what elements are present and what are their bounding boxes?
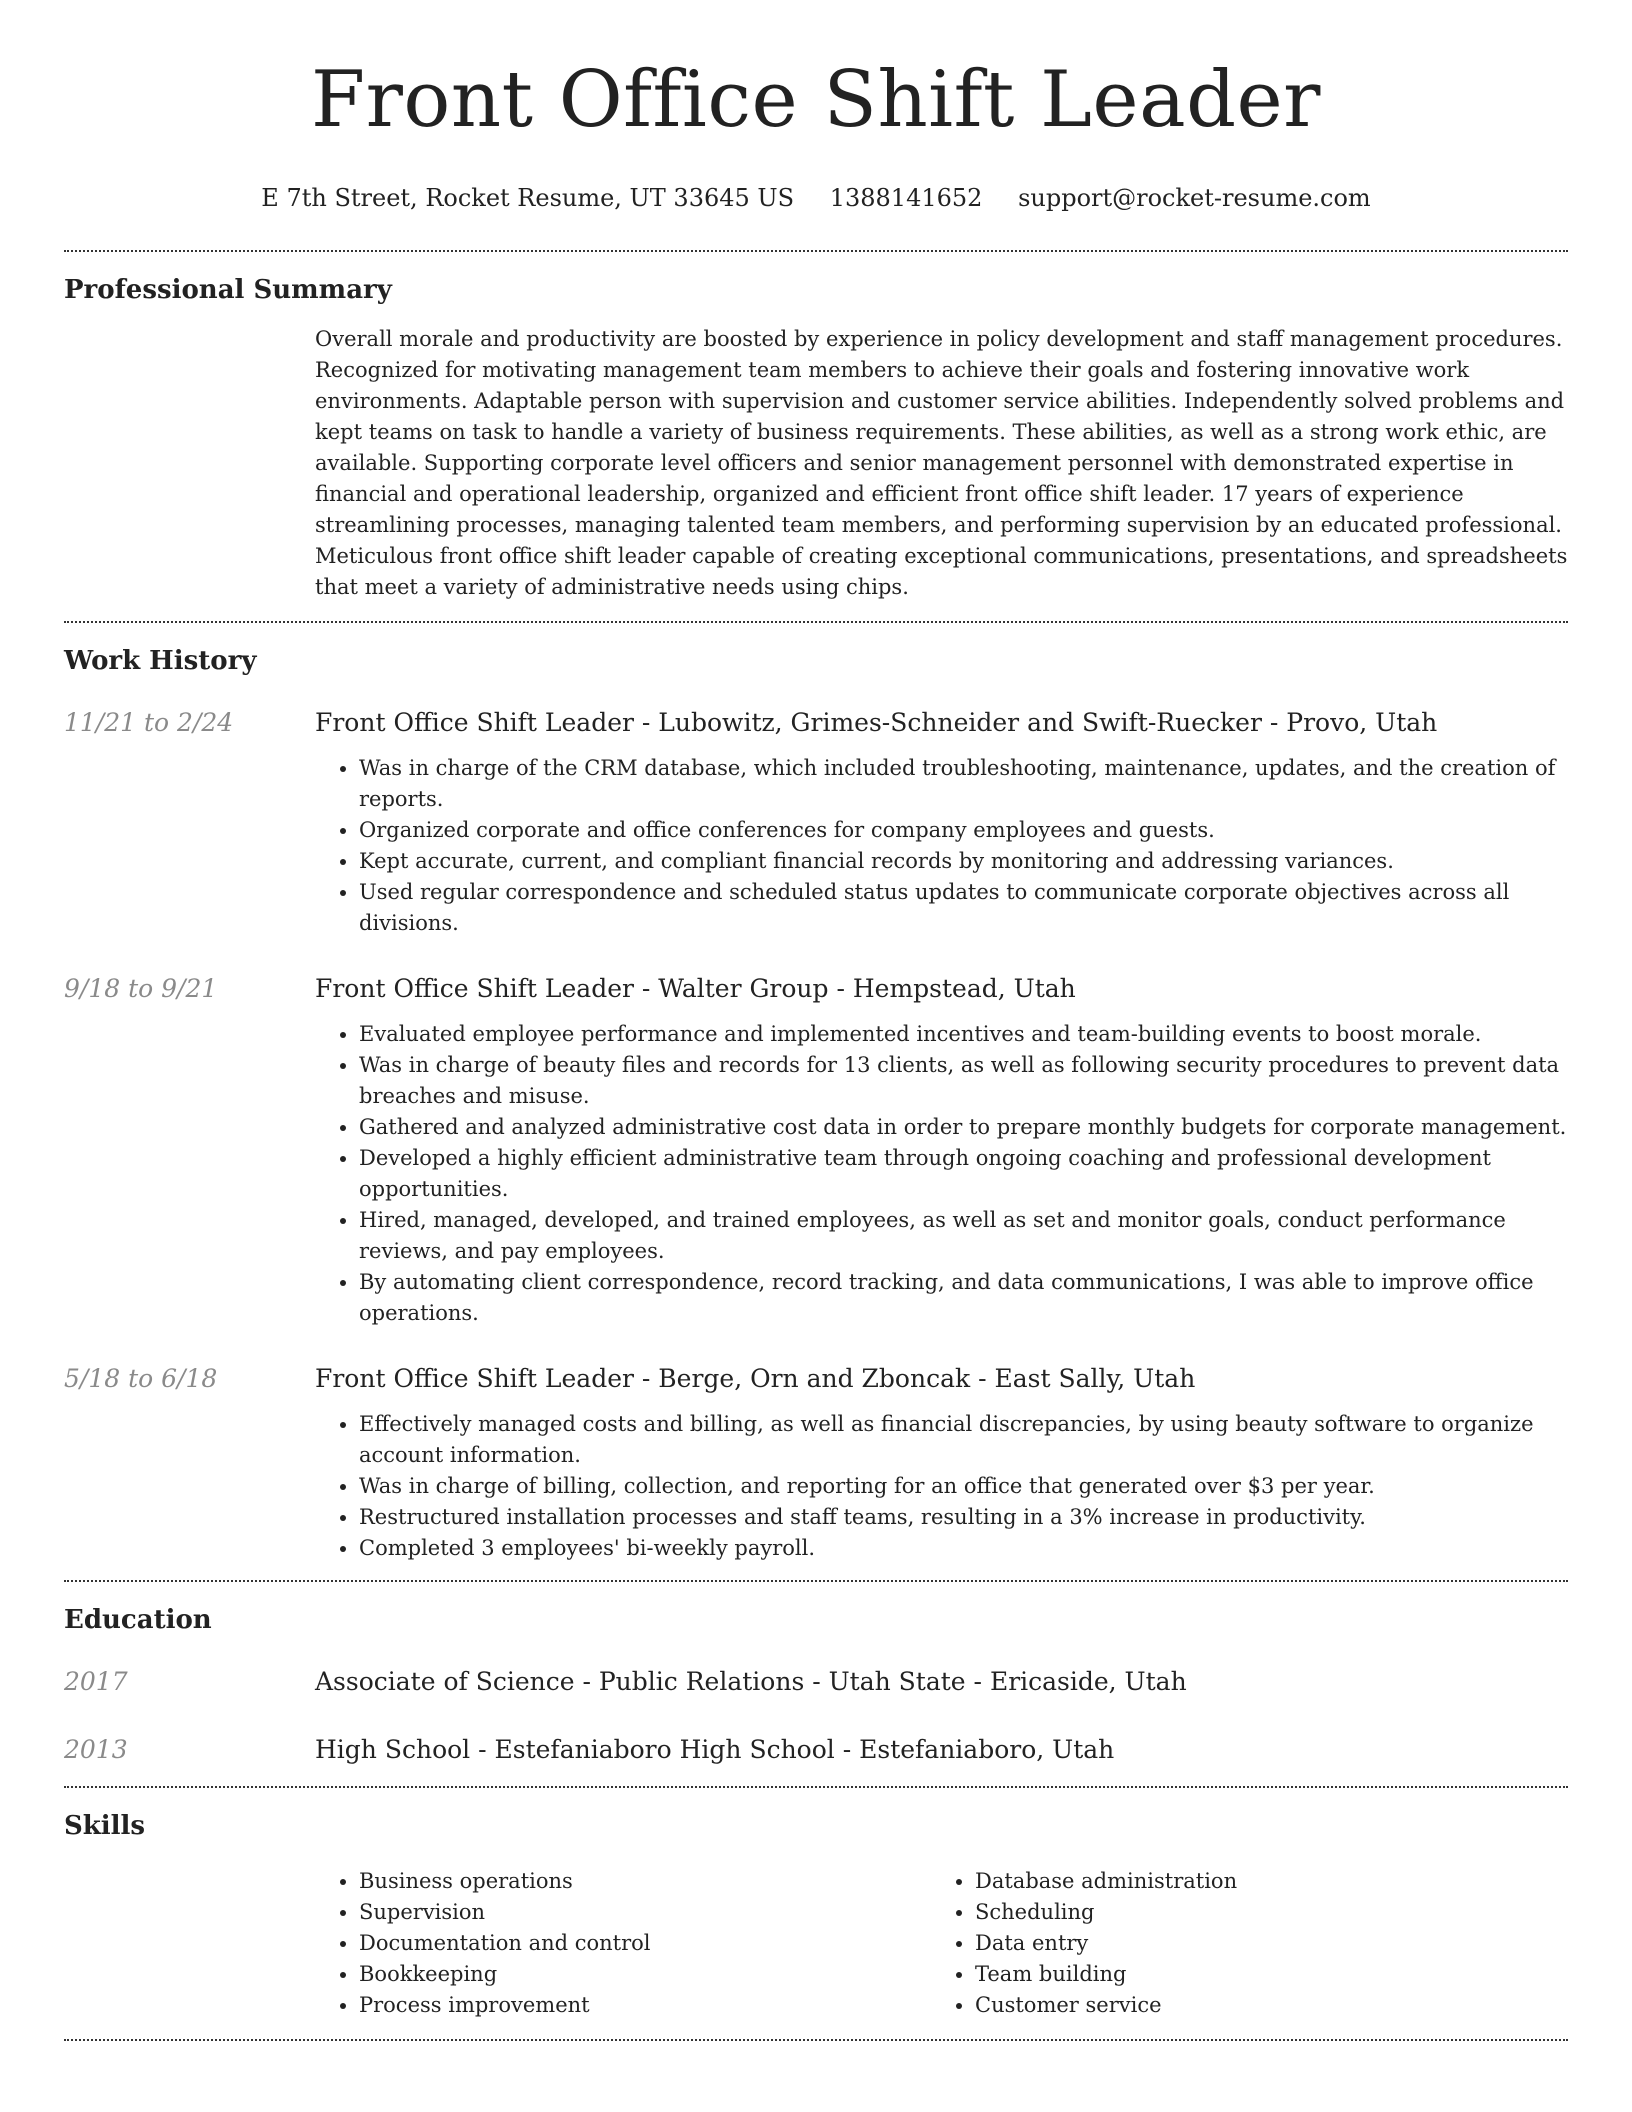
spacer bbox=[64, 1564, 1568, 1580]
skill-item: • Customer service bbox=[975, 1990, 1547, 2021]
job-details bbox=[315, 1361, 1568, 1564]
skill-item: • Team building bbox=[975, 1959, 1547, 1990]
skills-list bbox=[931, 1866, 1547, 2021]
skills-grid bbox=[315, 1866, 1568, 2039]
candidate-name: Front Office Shift Leader bbox=[311, 55, 1321, 145]
skills-column bbox=[931, 1866, 1547, 2021]
skill-item: • Business operations bbox=[359, 1866, 931, 1897]
education-details bbox=[315, 1664, 1568, 1700]
education-entry bbox=[64, 1732, 1568, 1768]
skills-heading: Skills bbox=[64, 1811, 146, 1841]
job-bullet: • Kept accurate, current, and compliant financial records by monitoring and addressing variances. bbox=[359, 846, 1568, 877]
job-title: Front Office Shift Leader - Lubowitz, Grimes-Schneider and Swift-Ruecker - Provo, Utah bbox=[315, 708, 1438, 737]
job-dates: 11/21 to 2/24 bbox=[64, 708, 234, 737]
job-bullet: • Restructured installation processes and staff teams, resulting in a 3% increase in productivity. bbox=[359, 1502, 1568, 1533]
job-bullet: • Was in charge of the CRM database, which included troubleshooting, maintenance, updates, and the creation of reports. bbox=[359, 753, 1568, 815]
job-dates: 5/18 to 6/18 bbox=[64, 1364, 218, 1393]
job-bullet: • Was in charge of beauty files and records for 13 clients, as well as following security procedures to prevent data breaches and misuse. bbox=[359, 1050, 1568, 1112]
summary-heading: Professional Summary bbox=[64, 275, 392, 305]
skill-item: • Process improvement bbox=[359, 1990, 931, 2021]
contact-phone: 1388141652 bbox=[829, 184, 983, 212]
job-bullet: • Developed a highly efficient administrative team through ongoing coaching and professional development opportunities. bbox=[359, 1143, 1568, 1205]
education-year: 2017 bbox=[64, 1667, 128, 1696]
job-bullets bbox=[315, 1019, 1568, 1329]
job-bullet: • Organized corporate and office conferences for company employees and guests. bbox=[359, 815, 1568, 846]
contact-line bbox=[64, 182, 1568, 214]
skill-item: • Scheduling bbox=[975, 1897, 1547, 1928]
job-title: Front Office Shift Leader - Berge, Orn and Zboncak - East Sally, Utah bbox=[315, 1364, 1196, 1393]
job-bullet: • Completed 3 employees' bi-weekly payroll. bbox=[359, 1533, 1568, 1564]
job-details bbox=[315, 971, 1568, 1329]
skills-list bbox=[315, 1866, 931, 2021]
job-title: Front Office Shift Leader - Walter Group - Hempstead, Utah bbox=[315, 974, 1076, 1003]
job-bullet: • Effectively managed costs and billing, as well as financial discrepancies, by using beauty software to organize account information. bbox=[359, 1409, 1568, 1471]
job-bullets bbox=[315, 753, 1568, 939]
section-divider bbox=[64, 2039, 1568, 2041]
resume-header bbox=[64, 0, 1568, 214]
summary-section bbox=[64, 252, 1568, 621]
job-bullet: • By automating client correspondence, record tracking, and data communications, I was able to improve office operations. bbox=[359, 1267, 1568, 1329]
education-details bbox=[315, 1732, 1568, 1768]
education-entry bbox=[64, 1664, 1568, 1700]
job-bullet: • Gathered and analyzed administrative cost data in order to prepare monthly budgets for corporate management. bbox=[359, 1112, 1568, 1143]
work-history-section bbox=[64, 623, 1568, 1580]
job-bullet: • Evaluated employee performance and implemented incentives and team-building events to boost morale. bbox=[359, 1019, 1568, 1050]
skill-item: • Supervision bbox=[359, 1897, 931, 1928]
education-title: High School - Estefaniaboro High School - Estefaniaboro, Utah bbox=[315, 1735, 1115, 1764]
education-heading: Education bbox=[64, 1605, 212, 1635]
education-section bbox=[64, 1582, 1568, 1786]
job-bullet: • Hired, managed, developed, and trained employees, as well as set and monitor goals, conduct performance reviews, and pay employees. bbox=[359, 1205, 1568, 1267]
job-details bbox=[315, 705, 1568, 939]
work-history-heading: Work History bbox=[64, 646, 257, 676]
skill-item: • Database administration bbox=[975, 1866, 1547, 1897]
job-entry bbox=[64, 1361, 1568, 1564]
contact-email: support@rocket-resume.com bbox=[1018, 184, 1371, 212]
education-title: Associate of Science - Public Relations - Utah State - Ericaside, Utah bbox=[315, 1667, 1187, 1696]
spacer bbox=[64, 1768, 1568, 1786]
job-dates: 9/18 to 9/21 bbox=[64, 974, 218, 1003]
contact-address: E 7th Street, Rocket Resume, UT 33645 US bbox=[261, 184, 795, 212]
skill-item: • Documentation and control bbox=[359, 1928, 931, 1959]
skills-column bbox=[315, 1866, 931, 2021]
education-year: 2013 bbox=[64, 1735, 128, 1764]
summary-text: Overall morale and productivity are boosted by experience in policy development and staff management procedures. Recognized for motivating management team members to achieve their goals and fostering innovative work environments. Adaptable person with supervision and customer service abilities. Independently solved problems and kept teams on task to handle a variety of business requirements. These abilities, as well as a strong work ethic, are available. Supporting corporate level officers and senior management personnel with demonstrated expertise in financial and operational leadership, organized and efficient front office shift leader. 17 years of experience streamlining processes, managing talented team members, and performing supervision by an educated professional. Meticulous front office shift leader capable of creating exceptional communications, presentations, and spreadsheets that meet a variety of administrative needs using chips. bbox=[315, 327, 1568, 599]
job-entry bbox=[64, 971, 1568, 1329]
skill-item: • Data entry bbox=[975, 1928, 1547, 1959]
job-bullet: • Used regular correspondence and scheduled status updates to communicate corporate objectives across all divisions. bbox=[359, 877, 1568, 939]
job-entry bbox=[64, 705, 1568, 939]
job-bullets bbox=[315, 1409, 1568, 1564]
skill-item: • Bookkeeping bbox=[359, 1959, 931, 1990]
skills-section bbox=[64, 1788, 1568, 2039]
job-bullet: • Was in charge of billing, collection, and reporting for an office that generated over $3 per year. bbox=[359, 1471, 1568, 1502]
